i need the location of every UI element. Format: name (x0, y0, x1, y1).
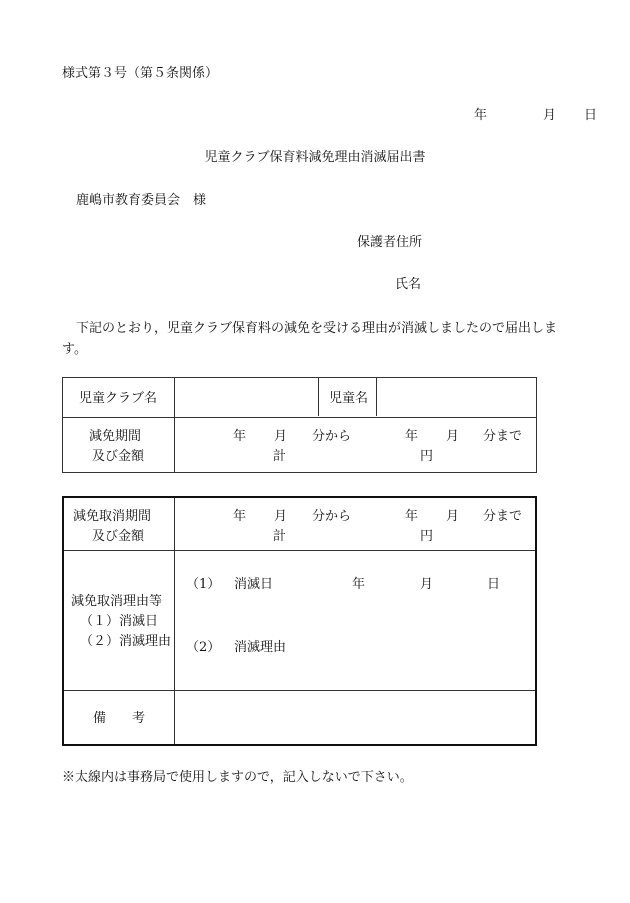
table1-divider (376, 378, 377, 416)
reason-label-1: 減免取消理由等 (71, 594, 163, 609)
table2-divider (174, 498, 175, 744)
period-from-month: 月 (274, 429, 288, 444)
table1-divider (318, 378, 319, 416)
date-month: 月 (543, 108, 557, 123)
cancel-yen: 円 (420, 529, 434, 544)
item1-number: （1） (186, 577, 221, 592)
date-line (474, 108, 597, 124)
item1-day: 日 (487, 577, 501, 592)
period-yen: 円 (420, 449, 434, 464)
period-to-suffix: 分まで (483, 429, 523, 444)
item2-label: 消滅理由 (234, 640, 287, 655)
cancel-to-year: 年 (405, 509, 419, 524)
item1-month: 月 (420, 577, 434, 592)
intro-paragraph (62, 318, 576, 360)
footnote: ※太線内は事務局で使用しますので，記入しないで下さい。 (62, 770, 413, 785)
document-title: 児童クラブ保育料減免理由消滅届出書 (204, 150, 426, 165)
cancel-from-suffix: 分から (312, 509, 352, 524)
period-label-1: 減免期間 (89, 429, 142, 444)
cancel-to-month: 月 (446, 509, 460, 524)
table1-divider (174, 378, 175, 472)
table2-row-divider (64, 550, 535, 551)
period-label-2: 及び金額 (92, 449, 145, 464)
guardian-address-label: 保護者住所 (357, 235, 423, 250)
remarks-label: 備 考 (93, 711, 146, 726)
period-total: 計 (273, 449, 287, 464)
date-day: 日 (584, 108, 598, 123)
reason-label-2: （１）消滅日 (80, 614, 159, 629)
child-name-label: 児童名 (329, 391, 369, 406)
period-from-year: 年 (233, 429, 247, 444)
recipient: 鹿嶋市教育委員会 様 (76, 193, 207, 208)
intro-line-1: 下記のとおり，児童クラブ保育料の減免を受ける理由が消滅しましたので届出しま (76, 321, 558, 336)
table1-row-divider (63, 417, 536, 418)
cancel-period-label-1: 減免取消期間 (73, 509, 152, 524)
reduction-table (62, 377, 537, 473)
club-name-label: 児童クラブ名 (79, 391, 158, 406)
period-from-suffix: 分から (312, 429, 352, 444)
item2-number: （2） (186, 640, 221, 655)
cancel-to-suffix: 分まで (483, 509, 523, 524)
item1-label: 消滅日 (234, 577, 274, 592)
guardian-name-label: 氏名 (395, 277, 422, 292)
form-number: 様式第３号（第５条関係） (62, 66, 219, 81)
item1-year: 年 (352, 577, 366, 592)
period-to-month: 月 (446, 429, 460, 444)
reason-label-3: （２）消滅理由 (80, 634, 172, 649)
period-to-year: 年 (405, 429, 419, 444)
cancel-period-label-2: 及び金額 (92, 529, 145, 544)
cancel-from-year: 年 (233, 509, 247, 524)
cancel-from-month: 月 (274, 509, 288, 524)
date-year: 年 (474, 108, 488, 123)
table2-row-divider (64, 690, 535, 691)
cancel-total: 計 (273, 529, 287, 544)
intro-line-2: す。 (62, 342, 87, 357)
cancellation-table (62, 496, 537, 746)
